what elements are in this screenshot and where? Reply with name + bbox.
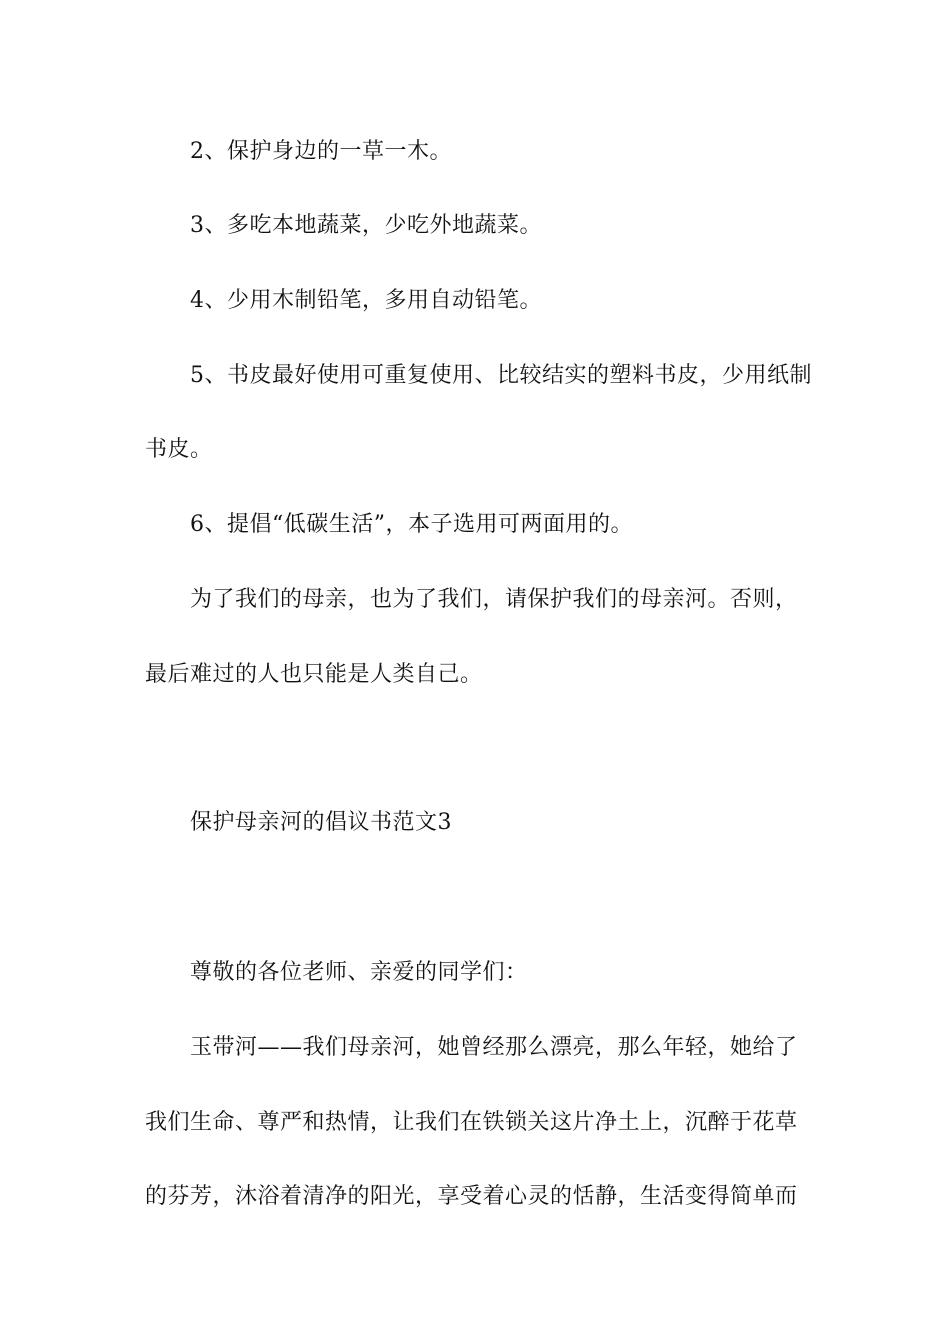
salutation: 尊敬的各位老师、亲爱的同学们： bbox=[190, 960, 528, 985]
list-item-5-line-1: 5、书皮最好使用可重复使用、比较结实的塑料书皮，少用纸制 bbox=[190, 363, 812, 388]
body-paragraph-line-1: 玉带河——我们母亲河，她曾经那么漂亮，那么年轻，她给了 bbox=[190, 1035, 798, 1060]
list-item-5-line-2: 书皮。 bbox=[145, 437, 213, 462]
body-paragraph-line-3: 的芬芳，沐浴着清净的阳光，享受着心灵的恬静，生活变得简单而 bbox=[145, 1184, 798, 1209]
list-item-6: 6、提倡“低碳生活”，本子选用可两面用的。 bbox=[190, 512, 633, 537]
body-paragraph-line-2: 我们生命、尊严和热情，让我们在铁锁关这片净土上，沉醉于花草 bbox=[145, 1110, 798, 1135]
section-title: 保护母亲河的倡议书范文3 bbox=[190, 810, 452, 835]
list-item-2: 2、保护身边的一草一木。 bbox=[190, 139, 452, 164]
list-item-4: 4、少用木制铅笔，多用自动铅笔。 bbox=[190, 288, 542, 313]
list-item-3: 3、多吃本地蔬菜，少吃外地蔬菜。 bbox=[190, 213, 542, 238]
closing-paragraph-line-1: 为了我们的母亲，也为了我们，请保护我们的母亲河。否则， bbox=[190, 587, 798, 612]
closing-paragraph-line-2: 最后难过的人也只能是人类自己。 bbox=[145, 662, 483, 687]
